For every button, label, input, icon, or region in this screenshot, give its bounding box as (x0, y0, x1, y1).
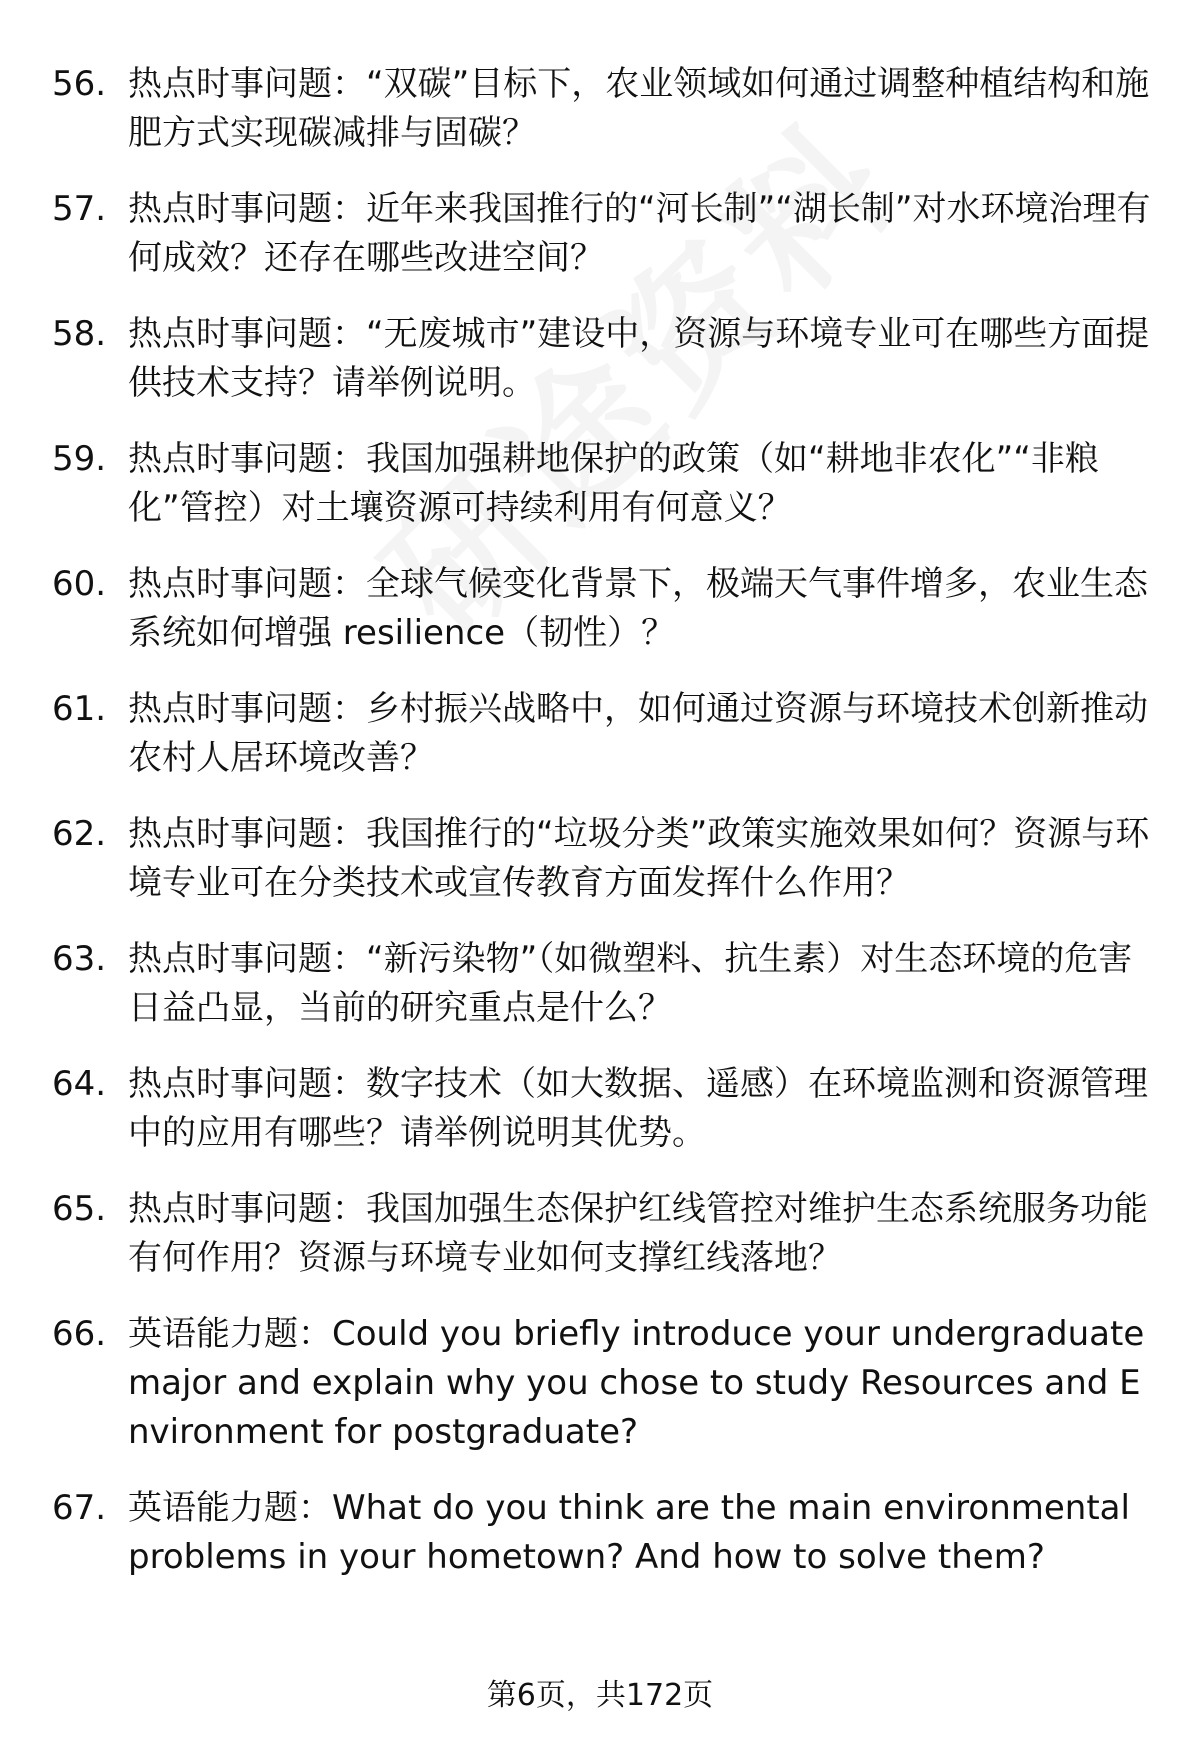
question-text: 热点时事问题：乡村振兴战略中，如何通过资源与环境技术创新推动农村人居环境改善？ (128, 689, 1148, 778)
question-number: 59. (52, 439, 107, 479)
question-number: 67. (52, 1488, 107, 1528)
question-text: 热点时事问题：“双碳”目标下，农业领域如何通过调整种植结构和施肥方式实现碳减排与固碳？ (128, 64, 1150, 153)
question-item (52, 935, 1162, 1033)
question-text: 热点时事问题：数字技术（如大数据、遥感）在环境监测和资源管理中的应用有哪些？请举例说明其优势。 (128, 1064, 1148, 1153)
question-text: 英语能力题：Could you briefly introduce your undergraduate major and explain why you chose to study Resources and Environment for postgraduate? (128, 1314, 1145, 1452)
question-text: 热点时事问题：我国加强耕地保护的政策（如“耕地非农化”“非粮化”管控）对土壤资源可持续利用有何意义？ (128, 439, 1099, 528)
question-text: 热点时事问题：近年来我国推行的“河长制”“湖长制”对水环境治理有何成效？还存在哪些改进空间？ (128, 189, 1151, 278)
question-item (52, 560, 1162, 658)
question-item (52, 1484, 1162, 1582)
question-text: 热点时事问题：我国加强生态保护红线管控对维护生态系统服务功能有何作用？资源与环境专业如何支撑红线落地？ (128, 1189, 1148, 1278)
question-text: 热点时事问题：“无废城市”建设中，资源与环境专业可在哪些方面提供技术支持？请举例说明。 (128, 314, 1150, 403)
question-number: 63. (52, 939, 107, 979)
question-number: 58. (52, 314, 107, 354)
question-item (52, 185, 1162, 283)
question-item (52, 1060, 1162, 1158)
question-item (52, 60, 1162, 158)
question-number: 56. (52, 64, 107, 104)
page-footer: 第6页，共172页 (486, 1678, 714, 1713)
question-item (52, 1185, 1162, 1283)
question-list (52, 60, 1162, 1609)
question-item (52, 810, 1162, 908)
question-item (52, 310, 1162, 408)
question-text: 热点时事问题：全球气候变化背景下，极端天气事件增多，农业生态系统如何增强 resilience（韧性）？ (128, 564, 1148, 653)
question-number: 60. (52, 564, 107, 604)
question-item (52, 1310, 1162, 1457)
question-number: 62. (52, 814, 107, 854)
question-number: 64. (52, 1064, 107, 1104)
question-number: 61. (52, 689, 107, 729)
question-text: 英语能力题：What do you think are the main environmental problems in your hometown? And how to solve them? (128, 1488, 1130, 1577)
question-item (52, 685, 1162, 783)
question-text: 热点时事问题：“新污染物”（如微塑料、抗生素）对生态环境的危害日益凸显，当前的研究重点是什么？ (128, 939, 1133, 1028)
question-number: 66. (52, 1314, 107, 1354)
question-number: 57. (52, 189, 107, 229)
question-number: 65. (52, 1189, 107, 1229)
question-text: 热点时事问题：我国推行的“垃圾分类”政策实施效果如何？资源与环境专业可在分类技术或宣传教育方面发挥什么作用？ (128, 814, 1150, 903)
question-item (52, 435, 1162, 533)
